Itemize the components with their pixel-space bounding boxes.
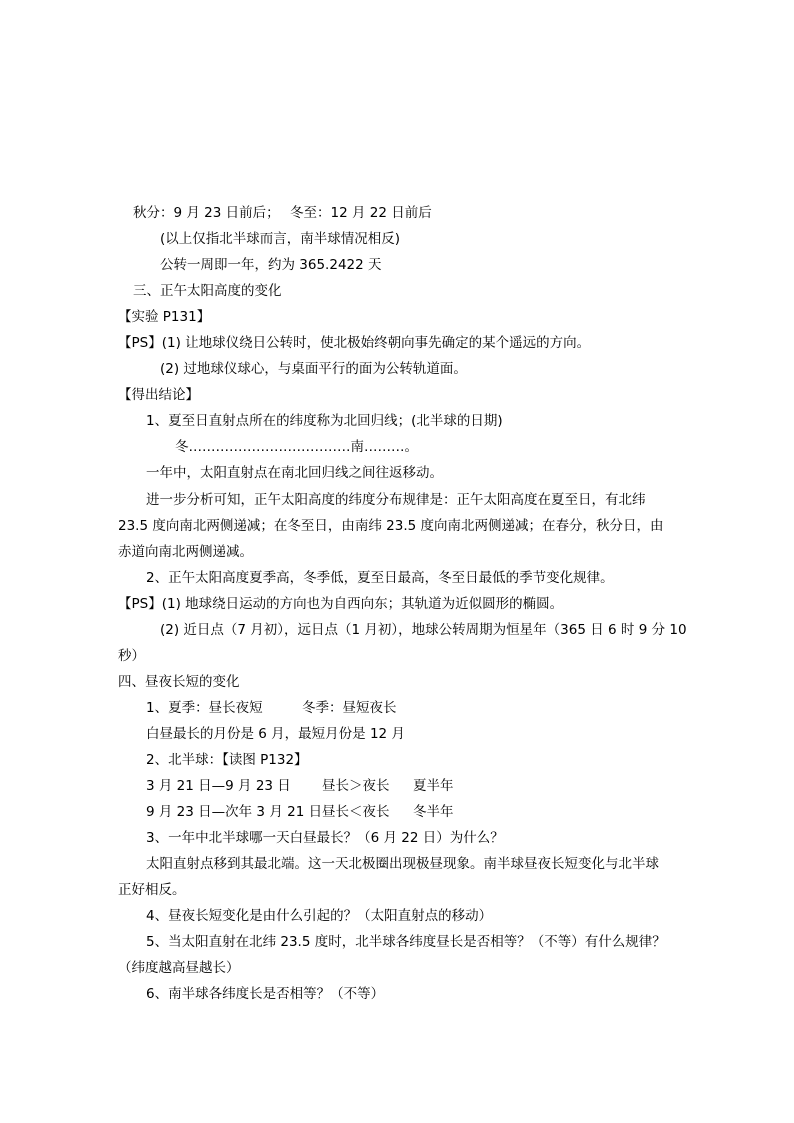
text-line: 2、正午太阳高度夏季高，冬季低，夏至日最高，冬至日最低的季节变化规律。 bbox=[146, 570, 614, 586]
text-line: 昼长＞夜长 bbox=[322, 778, 390, 794]
text-line: 6、南半球各纬度长是否相等？（不等） bbox=[146, 986, 385, 1002]
text-line: 冬季：昼短夜长 bbox=[302, 700, 397, 716]
text-line: 3、一年中北半球哪一天白昼最长？（6 月 22 日）为什么？ bbox=[146, 830, 504, 846]
text-line: 正好相反。 bbox=[118, 882, 186, 898]
text-line: 冬半年 bbox=[413, 804, 454, 820]
text-line: 赤道向南北两侧递减。 bbox=[118, 544, 253, 560]
text-line: (2) 过地球仪球心，与桌面平行的面为公转轨道面。 bbox=[160, 361, 467, 377]
text-line: 秒） bbox=[118, 648, 145, 664]
text-line: 【PS】(1) 地球绕日运动的方向也为自西向东；其轨道为近似圆形的椭圆。 bbox=[118, 596, 564, 612]
text-line: 冬………………………………南………。 bbox=[175, 439, 418, 455]
text-line: 公转一周即一年，约为 365.2422 天 bbox=[160, 257, 382, 273]
text-line: 白昼最长的月份是 6 月，最短月份是 12 月 bbox=[146, 726, 405, 742]
text-line: 【PS】(1) 让地球仪绕日公转时，使北极始终朝向事先确定的某个遥远的方向。 bbox=[118, 335, 591, 351]
text-line: 1、夏季：昼长夜短 bbox=[146, 700, 263, 716]
text-line: （纬度越高昼越长） bbox=[118, 960, 240, 976]
section-heading: 四、昼夜长短的变化 bbox=[118, 674, 240, 690]
text-line: 23.5 度向南北两侧递减；在冬至日，由南纬 23.5 度向南北两侧递减；在春分，秋分日，由 bbox=[118, 518, 664, 534]
text-line: 昼长＜夜长 bbox=[322, 804, 390, 820]
text-line: 太阳直射点移到其最北端。这一天北极圈出现极昼现象。南半球昼夜长短变化与北半球 bbox=[146, 856, 659, 872]
text-line: 【得出结论】 bbox=[118, 387, 199, 403]
text-line: 2、北半球：【读图 P132】 bbox=[146, 752, 308, 768]
text-line: 5、当太阳直射在北纬 23.5 度时，北半球各纬度昼长是否相等？（不等）有什么规律？ bbox=[146, 934, 666, 950]
section-heading: 三、正午太阳高度的变化 bbox=[133, 283, 282, 299]
text-line: 秋分：9 月 23 日前后； bbox=[133, 205, 280, 221]
text-line: 冬至：12 月 22 日前后 bbox=[290, 205, 432, 221]
text-line: 1、夏至日直射点所在的纬度称为北回归线；(北半球的日期) bbox=[146, 413, 503, 429]
text-line: (2) 近日点（7 月初），远日点（1 月初），地球公转周期为恒星年（365 日 6 时 9 分 10 bbox=[160, 622, 687, 638]
text-line: 一年中，太阳直射点在南北回归线之间往返移动。 bbox=[146, 465, 443, 481]
text-line: 3 月 21 日—9 月 23 日 bbox=[146, 778, 291, 794]
text-line: 9 月 23 日—次年 3 月 21 日 bbox=[146, 804, 323, 820]
text-line: 【实验 P131】 bbox=[118, 309, 211, 325]
text-line: 进一步分析可知，正午太阳高度的纬度分布规律是：正午太阳高度在夏至日，有北纬 bbox=[146, 492, 646, 508]
text-line: 夏半年 bbox=[413, 778, 454, 794]
text-line: (以上仅指北半球而言，南半球情况相反) bbox=[160, 231, 401, 247]
text-line: 4、昼夜长短变化是由什么引起的？（太阳直射点的移动） bbox=[146, 908, 493, 924]
